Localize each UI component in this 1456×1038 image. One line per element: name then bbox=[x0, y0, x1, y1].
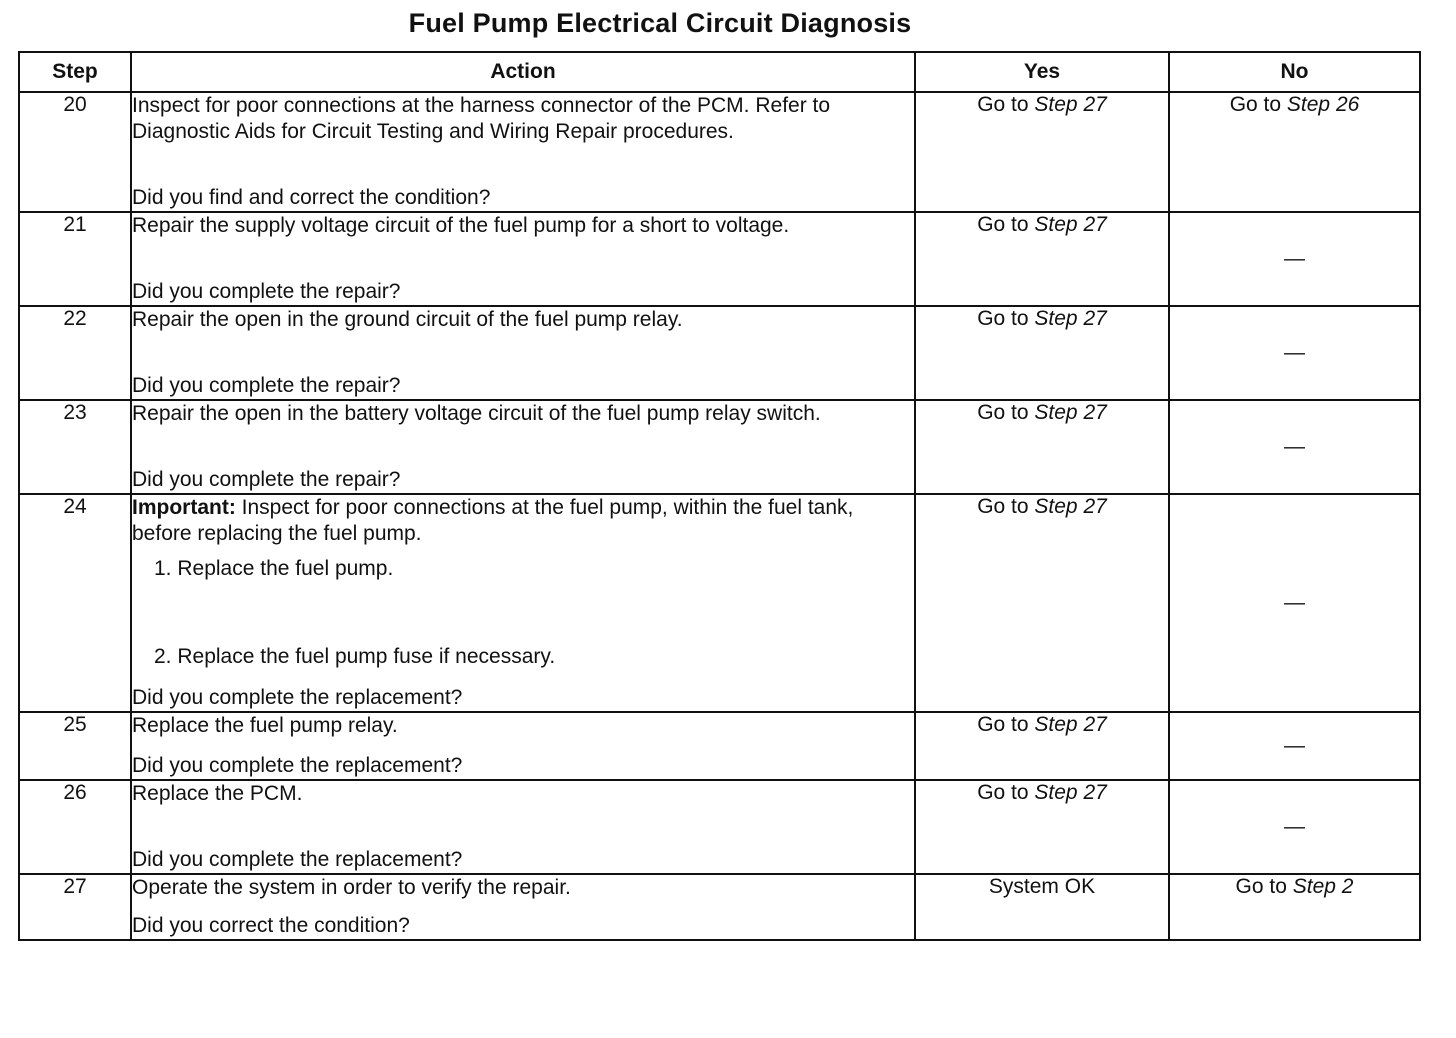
goto-prefix: Go to bbox=[977, 307, 1029, 330]
no-cell bbox=[1169, 92, 1420, 212]
action-text: Operate the system in order to verify the repair. bbox=[132, 876, 571, 899]
goto-step-link: Step 2 bbox=[1292, 875, 1354, 898]
action-question: Did you complete the repair? bbox=[132, 280, 401, 303]
header-no: No bbox=[1169, 52, 1420, 92]
action-text: Inspect for poor connections at the fuel pump, within the fuel tank, before replacing the fuel pump. bbox=[132, 496, 854, 545]
yes-cell bbox=[915, 212, 1169, 306]
header-yes: Yes bbox=[915, 52, 1169, 92]
action-question: Did you complete the replacement? bbox=[132, 754, 463, 777]
action-text: Replace the fuel pump relay. bbox=[132, 714, 398, 737]
no-cell: — bbox=[1169, 712, 1420, 780]
yes-cell bbox=[915, 712, 1169, 780]
yes-cell bbox=[915, 780, 1169, 874]
step-number: 20 bbox=[19, 92, 131, 212]
page-title: Fuel Pump Electrical Circuit Diagnosis bbox=[408, 8, 912, 38]
goto-step-link: Step 27 bbox=[1034, 307, 1107, 330]
step-number: 26 bbox=[19, 780, 131, 874]
goto-step-link: Step 26 bbox=[1286, 93, 1360, 116]
goto-prefix: Go to bbox=[1235, 875, 1287, 898]
goto-prefix: Go to bbox=[977, 713, 1029, 736]
table-row bbox=[19, 712, 1420, 780]
goto-prefix: Go to bbox=[1229, 93, 1282, 116]
yes-cell bbox=[915, 92, 1169, 212]
action-question: Did you complete the repair? bbox=[132, 374, 401, 397]
table-row bbox=[19, 212, 1420, 306]
goto-step-link: Step 27 bbox=[1034, 781, 1107, 804]
yes-cell: System OK bbox=[915, 874, 1169, 940]
list-item: 1. Replace the fuel pump. bbox=[154, 557, 394, 580]
goto-step-link: Step 27 bbox=[1034, 713, 1107, 736]
action-question: Did you find and correct the condition? bbox=[132, 186, 491, 209]
no-cell: — bbox=[1169, 780, 1420, 874]
goto-step-link: Step 27 bbox=[1034, 401, 1107, 424]
table-header-row bbox=[19, 52, 1420, 92]
goto-step-link: Step 27 bbox=[1034, 495, 1107, 518]
yes-cell bbox=[915, 400, 1169, 494]
table-row bbox=[19, 780, 1420, 874]
list-item: 2. Replace the fuel pump fuse if necessary. bbox=[154, 645, 556, 668]
table-row bbox=[19, 874, 1420, 940]
goto-prefix: Go to bbox=[977, 401, 1029, 424]
action-question: Did you complete the replacement? bbox=[132, 686, 463, 709]
action-cell bbox=[131, 400, 915, 494]
action-cell bbox=[131, 494, 915, 712]
step-number: 27 bbox=[19, 874, 131, 940]
step-number: 25 bbox=[19, 712, 131, 780]
table-row bbox=[19, 306, 1420, 400]
action-cell bbox=[131, 212, 915, 306]
goto-step-link: Step 27 bbox=[1034, 93, 1107, 116]
action-cell bbox=[131, 92, 915, 212]
action-cell bbox=[131, 874, 915, 940]
no-cell: — bbox=[1169, 494, 1420, 712]
important-note bbox=[132, 495, 914, 547]
no-cell: — bbox=[1169, 306, 1420, 400]
action-text: Repair the supply voltage circuit of the fuel pump for a short to voltage. bbox=[132, 214, 790, 237]
goto-prefix: Go to bbox=[977, 495, 1029, 518]
goto-prefix: Go to bbox=[977, 93, 1029, 116]
action-text: Repair the open in the ground circuit of the fuel pump relay. bbox=[132, 308, 683, 331]
action-text: Replace the PCM. bbox=[132, 782, 303, 805]
header-action: Action bbox=[131, 52, 915, 92]
action-cell bbox=[131, 306, 915, 400]
goto-step-link: Step 27 bbox=[1034, 213, 1107, 236]
step-number: 24 bbox=[19, 494, 131, 712]
action-text: Repair the open in the battery voltage circuit of the fuel pump relay switch. bbox=[132, 402, 821, 425]
table-row bbox=[19, 92, 1420, 212]
step-number: 22 bbox=[19, 306, 131, 400]
no-cell: — bbox=[1169, 400, 1420, 494]
table-row bbox=[19, 494, 1420, 712]
action-question: Did you correct the condition? bbox=[132, 914, 410, 937]
action-cell bbox=[131, 780, 915, 874]
goto-prefix: Go to bbox=[977, 213, 1029, 236]
header-step: Step bbox=[19, 52, 131, 92]
no-cell: — bbox=[1169, 212, 1420, 306]
diagnosis-table bbox=[18, 51, 1421, 941]
yes-cell bbox=[915, 494, 1169, 712]
yes-cell bbox=[915, 306, 1169, 400]
action-question: Did you complete the repair? bbox=[132, 468, 401, 491]
table-row bbox=[19, 400, 1420, 494]
action-question: Did you complete the replacement? bbox=[132, 848, 463, 871]
action-cell bbox=[131, 712, 915, 780]
no-cell bbox=[1169, 874, 1420, 940]
important-label: Important: bbox=[132, 496, 236, 519]
step-number: 21 bbox=[19, 212, 131, 306]
step-number: 23 bbox=[19, 400, 131, 494]
goto-prefix: Go to bbox=[977, 781, 1029, 804]
action-text: Inspect for poor connections at the harness connector of the PCM. Refer to Diagnostic Aids for Circuit Testing and Wiring Repair procedures. bbox=[132, 94, 831, 143]
